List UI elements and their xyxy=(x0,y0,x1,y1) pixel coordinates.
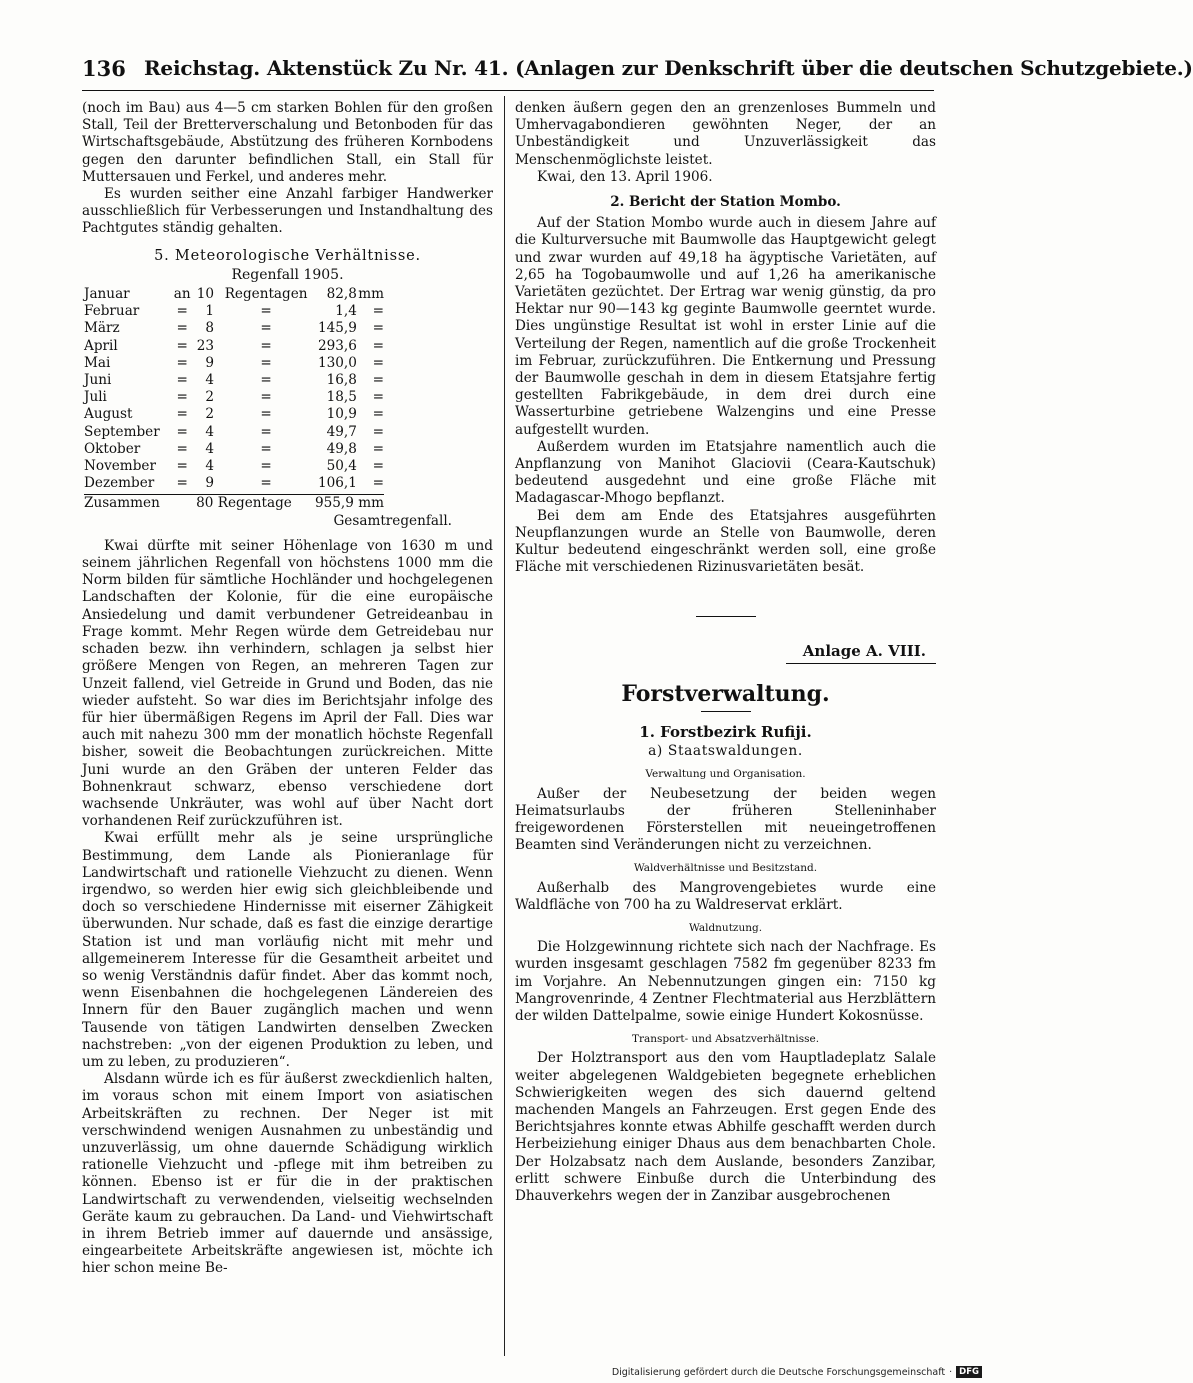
rain-label: = xyxy=(260,423,272,440)
column-divider xyxy=(504,96,505,1356)
rain-value: 10,9 xyxy=(326,406,357,423)
paragraph: Der Holztransport aus den vom Hauptladeplatz Salale weiter abgelegenen Waldgebieten begegnete erheblichen Schwierigkeiten wegen des sich dauernd geltend machenden Mangels an Fahrzeugen. Erst gegen Ende des Berichtsjahres konnte etwas Abhilfe geschafft werden durch Herbeiziehung einiger Dhaus aus dem benachbarten Chole. Der Holzabsatz nach dem Auslande, besonders Zanzibar, erlitt schwere Einbuße durch die Unterbindung des Dhauverkehrs wegen der in Zanzibar ausgebrochenen xyxy=(515,1050,936,1204)
rain-month: Mai xyxy=(84,354,111,371)
rain-month: Juli xyxy=(84,389,107,406)
rain-value: 130,0 xyxy=(317,354,357,371)
rain-unit: = xyxy=(372,320,384,337)
rain-days: 2 xyxy=(205,406,214,423)
rain-unit: = xyxy=(372,406,384,423)
rain-label: = xyxy=(260,389,272,406)
rain-value: 106,1 xyxy=(317,475,357,492)
rain-value: 49,8 xyxy=(326,440,357,457)
dateline: Kwai, den 13. April 1906. xyxy=(537,168,713,185)
rain-label: = xyxy=(260,458,272,475)
subheading: Verwaltung und Organisation. xyxy=(645,768,806,781)
rain-month: August xyxy=(84,406,133,423)
rainfall-table xyxy=(84,286,384,492)
rain-row xyxy=(84,338,384,355)
rain-an: = xyxy=(176,354,188,371)
rain-unit: = xyxy=(372,458,384,475)
dfg-logo-icon: DFG xyxy=(956,1366,982,1378)
total-days: 80 Regentage xyxy=(196,495,292,512)
section-heading: 5. Meteorologische Verhältnisse. xyxy=(154,247,421,264)
paragraph: Auf der Station Mombo wurde auch in diesem Jahre auf die Kulturversuche mit Baumwolle das Hauptgewicht gelegt und zwar wurden auf 49,18 ha ägyptische Varietäten, auf 2,65 ha Togobaumwolle und auf 1,26 ha amerikanische Varietäten gezüchtet. Der Ertrag war wenig günstig, da pro Hektar nur 90—143 kg geginte Baumwolle geerntet wurde. Dies ungünstige Resultat ist wohl in erster Linie auf die Verteilung der Regen, namentlich auf die große Trockenheit im Februar, zurückzuführen. Die Entkernung und Pressung der Baumwolle geschah in dem in diesem Etatsjahre fertig gestellten Fabrikgebäude, in dem drei durch eine Wasserturbine getriebene Walzengins und eine Presse aufgestellt wurden. xyxy=(515,215,936,438)
rain-days: 4 xyxy=(205,440,214,457)
rain-month: April xyxy=(84,337,118,354)
rain-label: = xyxy=(260,303,272,320)
rain-unit: mm xyxy=(358,286,384,303)
rain-label: = xyxy=(260,475,272,492)
rain-label: = xyxy=(260,337,272,354)
rain-days: 2 xyxy=(205,389,214,406)
rain-table-title: Regenfall 1905. xyxy=(231,266,344,283)
paragraph: Außer der Neubesetzung der beiden wegen Heimatsurlaubs der früheren Stelleninhaber freigewordenen Försterstellen mit neueingetroffenen Beamten sind Veränderungen nicht zu verzeichnen. xyxy=(515,785,936,854)
rain-row xyxy=(84,372,384,389)
rain-value: 82,8 xyxy=(326,286,357,303)
rain-an: = xyxy=(176,303,188,320)
rain-days: 8 xyxy=(205,320,214,337)
rain-unit: = xyxy=(372,303,384,320)
paragraph: Kwai erfüllt mehr als je seine ursprüngliche Bestimmung, dem Lande als Pionieranlage für Landwirtschaft und rationelle Viehzucht zu dienen. Wenn irgendwo, so werden hier ewig sich gleichbleibende und doch so verschiedene Hindernisse mit eiserner Zähigkeit überwunden. Nur schade, daß es fast die einzige derartige Station ist und man vorläufig nicht mit mehr und allgemeinerem Interesse für die Gesamtheit arbeitet und so wenig Verständnis dafür findet. Aber das kommt noch, wenn Eisenbahnen die hochgelegenen Ländereien des Innern für den Bauer zugänglich machen und wenn Tausende von tätigen Landwirten denselben Zwecken nachstreben: „von der eigenen Produktion zu leben, und um zu leben, zu produzieren“. xyxy=(82,830,493,1070)
rain-row xyxy=(84,406,384,423)
subheading: Transport- und Absatzverhältnisse. xyxy=(631,1033,820,1046)
paragraph: Bei dem am Ende des Etatsjahres ausgeführten Neupflanzungen wurde an Stelle von Baumwolle, deren Kultur bedeutend eingeschränkt werden soll, eine große Fläche mit verschiedenen Rizinusvarietäten besät. xyxy=(515,507,936,576)
rain-an: = xyxy=(176,423,188,440)
rain-value: 145,9 xyxy=(317,320,357,337)
rain-value: 18,5 xyxy=(326,389,357,406)
rain-row xyxy=(84,355,384,372)
rain-days: 1 xyxy=(205,303,214,320)
rain-row xyxy=(84,475,384,492)
rain-days: 10 xyxy=(196,286,214,303)
rain-days: 9 xyxy=(205,475,214,492)
total-value: 955,9 mm xyxy=(314,495,384,512)
rain-row xyxy=(84,424,384,441)
rain-label: = xyxy=(260,406,272,423)
total-label: Zusammen xyxy=(84,495,160,512)
total-note: Gesamtregenfall. xyxy=(333,512,452,529)
rain-days: 23 xyxy=(196,337,214,354)
rain-days: 9 xyxy=(205,354,214,371)
rain-an: = xyxy=(176,475,188,492)
digitization-footer: Digitalisierung gefördert durch die Deutsche Forschungsgemeinschaft · DFG xyxy=(612,1366,982,1378)
rain-value: 49,7 xyxy=(326,423,357,440)
rain-row xyxy=(84,320,384,337)
left-column xyxy=(82,100,493,1278)
annex-label: Anlage A. VIII. xyxy=(802,642,926,661)
rain-an: = xyxy=(176,337,188,354)
report-heading: 2. Bericht der Station Mombo. xyxy=(610,194,841,211)
rain-days: 4 xyxy=(205,458,214,475)
rain-month: Januar xyxy=(84,286,130,303)
annex-title: Forstverwaltung. xyxy=(621,680,830,707)
rain-row xyxy=(84,303,384,320)
rain-unit: = xyxy=(372,423,384,440)
rain-month: Juni xyxy=(84,372,112,389)
paragraph: Es wurden seither eine Anzahl farbiger Handwerker ausschließlich für Verbesserungen und Instandhaltung des Pachtgutes ständig gehalten. xyxy=(82,186,493,237)
rain-month: Februar xyxy=(84,303,140,320)
district-heading: 1. Forstbezirk Rufiji. xyxy=(639,722,812,741)
rain-an: = xyxy=(176,389,188,406)
separator-rule xyxy=(696,616,756,617)
rain-row xyxy=(84,441,384,458)
rain-unit: = xyxy=(372,475,384,492)
paragraph: Außerdem wurden im Etatsjahre namentlich auch die Anpflanzung von Manihot Glaciovii (Ceara-Kautschuk) bedeutend ausgedehnt und eine große Fläche mit Madagascar-Mhogo bepflanzt. xyxy=(515,438,936,507)
rain-an: = xyxy=(176,406,188,423)
rain-value: 293,6 xyxy=(317,337,357,354)
paragraph: Alsdann würde ich es für äußerst zweckdienlich halten, im voraus schon mit einem Import von asiatischen Arbeitskräften zu rechnen. Der Neger ist mit verschwindend wenigen Ausnahmen zu unbeständig und unzuverlässig, um ohne dauernde Schädigung wirklich rationelle Viehzucht und -pflege mit ihm betreiben zu können. Ebenso ist er für die in der praktischen Landwirtschaft zu verwendenden, vielseitig wechselnden Geräte kaum zu gebrauchen. Da Land- und Viehwirtschaft in ihrem Betrieb immer auf dauernde und ansässige, eingearbeitete Arbeitskräfte angewiesen ist, möchte ich hier schon meine Be- xyxy=(82,1071,493,1277)
rain-month: Oktober xyxy=(84,440,141,457)
rain-unit: = xyxy=(372,354,384,371)
paragraph: (noch im Bau) aus 4—5 cm starken Bohlen für den großen Stall, Teil der Bretterverschalung und Betonboden für das Wirtschaftsgebäude, Abstützung des früheren Kornbodens gegen den darunter befindlichen Stall, ein Stall für Muttersauen und Ferkel, und anderes mehr. xyxy=(82,100,493,185)
rain-an: an xyxy=(173,286,191,303)
rain-unit: = xyxy=(372,389,384,406)
rain-label: = xyxy=(260,320,272,337)
paragraph: Außerhalb des Mangrovengebietes wurde eine Waldfläche von 700 ha zu Waldreservat erklärt. xyxy=(515,879,936,913)
rain-unit: = xyxy=(372,372,384,389)
footer-text: Digitalisierung gefördert durch die Deutsche Forschungsgemeinschaft xyxy=(611,1366,946,1378)
rain-total-row xyxy=(84,495,384,512)
rain-row xyxy=(84,286,384,303)
rain-unit: = xyxy=(372,337,384,354)
rain-an: = xyxy=(176,458,188,475)
rain-month: Dezember xyxy=(84,475,155,492)
rain-value: 16,8 xyxy=(326,372,357,389)
rain-an: = xyxy=(176,440,188,457)
page-number: 136 xyxy=(82,56,126,81)
rain-month: März xyxy=(84,320,120,337)
rain-row xyxy=(84,389,384,406)
subsection-heading: a) Staatswaldungen. xyxy=(648,743,803,760)
rain-days: 4 xyxy=(205,372,214,389)
rain-value: 50,4 xyxy=(326,458,357,475)
annex-underline xyxy=(786,663,936,664)
rain-month: November xyxy=(84,458,156,475)
rain-label: = xyxy=(260,440,272,457)
rain-value: 1,4 xyxy=(335,303,357,320)
paragraph: Kwai dürfte mit seiner Höhenlage von 1630 m und seinem jährlichen Regenfall von höchstens 1000 mm die Norm bilden für sämtliche Hochländer und hochgelegenen Landschaften der Kolonie, für die eine europäische Ansiedelung und damit verbundener Getreideanbau in Frage kommt. Mehr Regen würde dem Getreidebau nur schaden bezw. ihn verhindern, schlagen ja selbst hier größere Mengen von Regen, an mehreren Tagen zur Unzeit fallend, viel Getreide in Grund und Boden, das nie wieder aufsteht. So war dies im Berichtsjahr infolge des für hier übermäßigen Regens im April der Fall. Dies war auch mit nahezu 300 mm der monatlich höchste Regenfall bisher, soweit die Beobachtungen zurückreichen. Mitte Juni wurde an den Gräben der unteren Felder das Bohnenkraut schwarz, ebenso verschiedene dort wachsende Unkräuter, was wohl auf über Nacht dort vorhandenen Reif zurückzuführen ist. xyxy=(82,537,493,830)
rain-unit: = xyxy=(372,440,384,457)
rain-an: = xyxy=(176,372,188,389)
running-title: Reichstag. Aktenstück Zu Nr. 41. (Anlagen zur Denkschrift über die deutschen Schutzgebiete.) xyxy=(144,56,1193,80)
rain-month: September xyxy=(84,423,160,440)
rain-label: = xyxy=(260,372,272,389)
rain-an: = xyxy=(176,320,188,337)
right-column xyxy=(515,100,936,1205)
subheading: Waldverhältnisse und Besitzstand. xyxy=(633,862,818,875)
rain-label: Regentagen xyxy=(224,286,308,303)
rain-row xyxy=(84,458,384,475)
paragraph: denken äußern gegen den an grenzenloses Bummeln und Umhervagabondieren gewöhnten Neger, der an Unbeständigkeit und Unzuverlässigkeit das Menschenmöglichste leistet. xyxy=(515,100,936,168)
rain-label: = xyxy=(260,354,272,371)
rain-days: 4 xyxy=(205,423,214,440)
title-rule xyxy=(701,711,751,712)
subheading: Waldnutzung. xyxy=(688,921,763,934)
page-header xyxy=(82,56,1193,91)
paragraph: Die Holzgewinnung richtete sich nach der Nachfrage. Es wurden insgesamt geschlagen 7582 fm gegenüber 8233 fm im Vorjahre. An Nebennutzungen gingen ein: 7150 kg Mangrovenrinde, 4 Zentner Flechtmaterial aus Herzblättern der wilden Dattelpalme, sowie einige Hundert Kokosnüsse. xyxy=(515,939,936,1024)
